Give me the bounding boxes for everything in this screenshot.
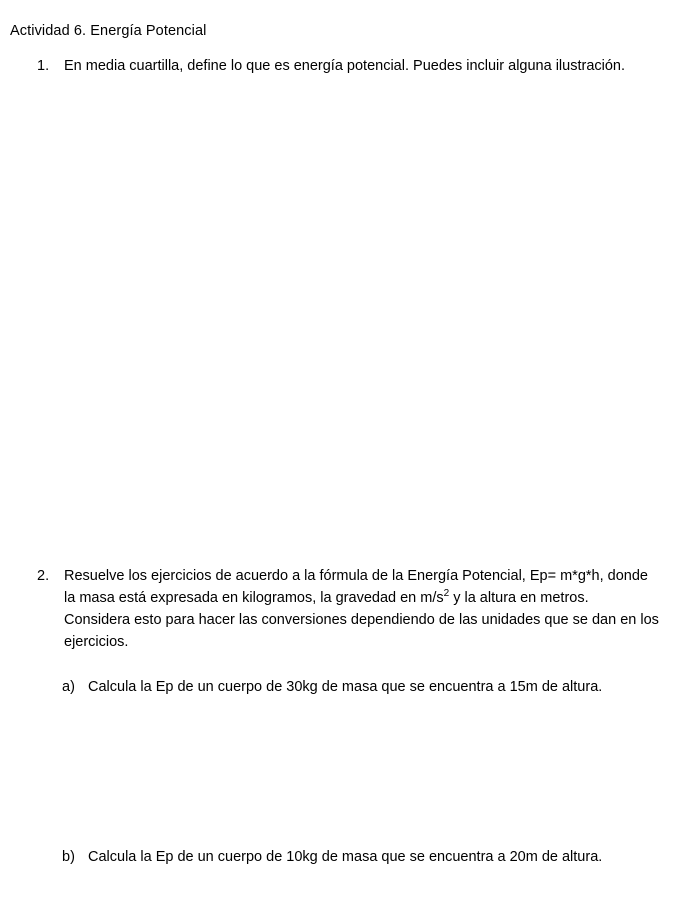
exercise-label: b) [62, 849, 75, 865]
exercise-label: a) [62, 679, 75, 695]
question-number: 1. [37, 58, 50, 74]
exercise-text: Calcula la Ep de un cuerpo de 10kg de masa que se encuentra a 20m de altura. [88, 849, 603, 865]
question-line: Considera esto para hacer las conversiones dependiendo de las unidades que se dan en los [64, 612, 659, 628]
superscript: 2 [443, 588, 450, 600]
question-text: En media cuartilla, define lo que es energía potencial. Puedes incluir alguna ilustración. [64, 58, 626, 74]
question-line-part: la masa está expresada en kilogramos, la gravedad en m/s [64, 590, 444, 606]
question-number: 2. [37, 568, 50, 584]
question-line: Resuelve los ejercicios de acuerdo a la fórmula de la Energía Potencial, Ep= m*g*h, donde [64, 568, 648, 584]
document-title: Actividad 6. Energía Potencial [10, 23, 207, 39]
question-line: ejercicios. [64, 634, 129, 650]
question-text [64, 565, 680, 653]
question-line-part: y la altura en metros. [453, 590, 589, 606]
exercise-text: Calcula la Ep de un cuerpo de 30kg de masa que se encuentra a 15m de altura. [88, 679, 603, 695]
question-line-with-unit [64, 587, 680, 609]
